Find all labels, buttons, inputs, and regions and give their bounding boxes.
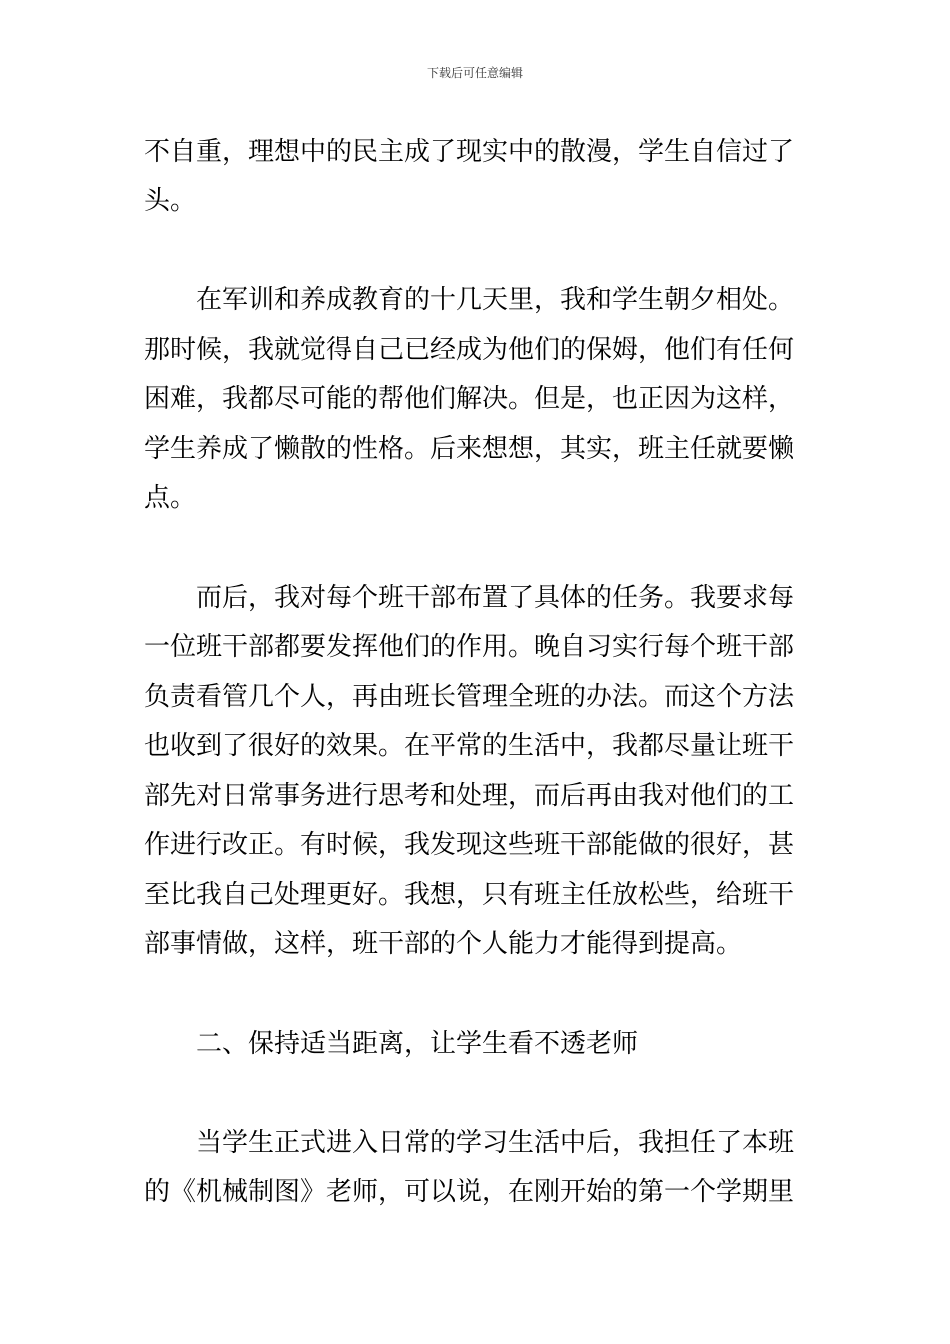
paragraph-2-line-2: 那时候，我就觉得自己已经成为他们的保姆，他们有任何 <box>144 335 795 365</box>
paragraph-5-line-1: 当学生正式进入日常的学习生活中后，我担任了本班 <box>196 1128 795 1158</box>
paragraph-3-line-3: 负责看管几个人，再由班长管理全班的办法。而这个方法 <box>144 682 795 712</box>
paragraph-2-line-3: 困难，我都尽可能的帮他们解决。但是，也正因为这样， <box>144 384 795 414</box>
paragraph-3-line-2: 一位班干部都要发挥他们的作用。晚自习实行每个班干部 <box>144 632 795 662</box>
paragraph-2-line-5: 点。 <box>144 483 197 513</box>
paragraph-3-line-7: 至比我自己处理更好。我想，只有班主任放松些，给班干 <box>144 880 795 910</box>
paragraph-2-line-4: 学生养成了懒散的性格。后来想想，其实，班主任就要懒 <box>144 434 795 464</box>
paragraph-3-line-8: 部事情做，这样，班干部的个人能力才能得到提高。 <box>144 929 743 959</box>
paragraph-3-line-6: 作进行改正。有时候，我发现这些班干部能做的很好，甚 <box>144 830 795 860</box>
paragraph-3-line-5: 部先对日常事务进行思考和处理，而后再由我对他们的工 <box>144 781 795 811</box>
paragraph-3-line-1: 而后，我对每个班干部布置了具体的任务。我要求每 <box>196 583 795 613</box>
paragraph-3-line-4: 也收到了很好的效果。在平常的生活中，我都尽量让班干 <box>144 731 795 761</box>
paragraph-5-line-2: 的《机械制图》老师，可以说，在刚开始的第一个学期里 <box>144 1177 795 1207</box>
page-header: 下载后可任意编辑 <box>426 66 523 80</box>
paragraph-2-line-1: 在军训和养成教育的十几天里，我和学生朝夕相处。 <box>196 285 795 315</box>
paragraph-1-line-2: 头。 <box>144 186 197 216</box>
paragraph-1-line-1: 不自重，理想中的民主成了现实中的散漫，学生自信过了 <box>144 137 795 167</box>
section-heading: 二、保持适当距离，让学生看不透老师 <box>196 1029 639 1059</box>
